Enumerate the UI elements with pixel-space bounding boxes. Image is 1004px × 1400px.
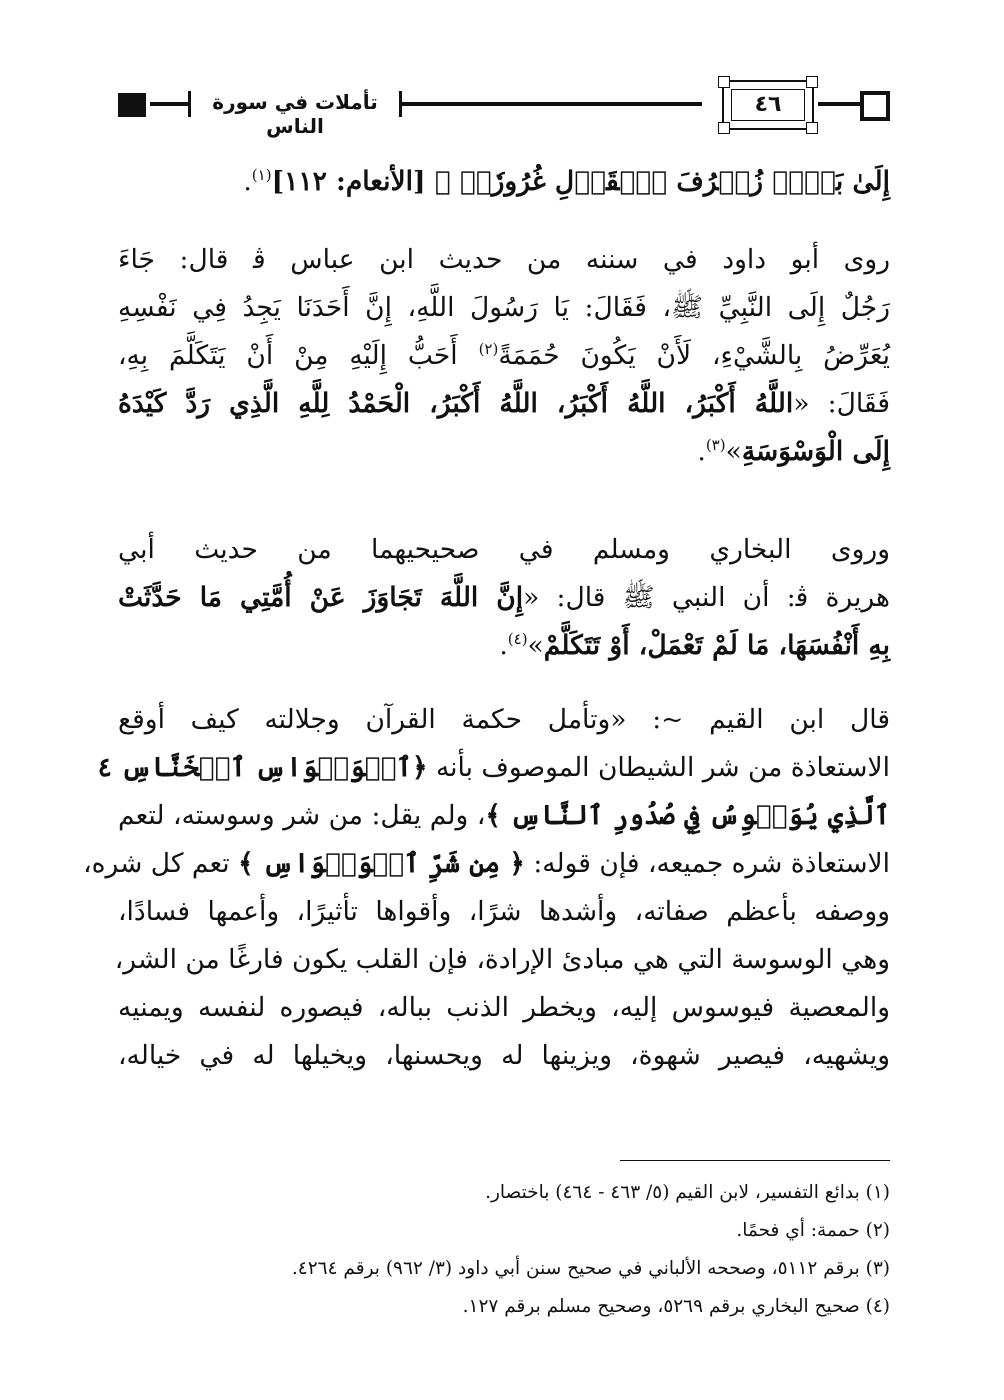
hadith-text: إِلَى الْوَسْوَسَةِ [741, 436, 890, 467]
text-line: إِلَى الْوَسْوَسَةِ»$^{(٣)}$. [697, 436, 890, 467]
text-line: ويشهيه، فيصير شهوة، ويزينها له ويحسنها، ويخيلها له في خياله، [118, 1040, 890, 1071]
quran-verse: ٱلَّذِي يُوَسۡوِسُ فِي صُدُورِ ٱلنَّاسِ ﴾ [485, 800, 891, 831]
text-line: فَقَالَ: «اللَّهُ أَكْبَرُ، اللَّهُ أَكْبَرُ، اللَّهُ أَكْبَرُ، الْحَمْدُ لِلَّهِ الَّذِي رَدَّ كَيْدَهُ [118, 388, 891, 419]
hadith-text: إِنَّ اللَّهَ تَجَاوَزَ عَنْ أُمَّتِي مَا حَدَّثَتْ [118, 582, 524, 613]
header-double-rule [818, 102, 864, 106]
text-line: بِهِ أَنْفُسَهَا، مَا لَمْ تَعْمَلْ، أَوْ تَتَكَلَّمْ»$^{(٤)}$. [499, 630, 890, 661]
paragraph-abu-dawud [118, 236, 890, 476]
quran-verse: ﴿ٱلۡوَسۡوَاسِ ٱلۡخَنَّاسِ ٤ [97, 752, 428, 783]
footnote: (٣) برقم ٥١١٢، وصححه الألباني في صحيح سنن أبي داود (٣/ ٩٦٢) برقم ٤٢٦٤. [291, 1258, 890, 1279]
footnote-ref: (٤) [507, 630, 528, 649]
text-line: الاستعاذة شره جميعه، فإن قوله: ﴿ مِن شَرِّ ٱلۡوَسۡوَاسِ ﴾ تعم كل شره، [83, 848, 890, 879]
footnote-ref: (٢) [478, 340, 499, 359]
text-line: روى أبو داود في سننه من حديث ابن عباس ﭬ قال: جَاءَ [118, 244, 890, 275]
text-line: الاستعاذة من شر الشيطان الموصوف بأنه ﴿ٱلۡوَسۡوَاسِ ٱلۡخَنَّاسِ ٤ [97, 752, 890, 783]
header-ornament-open-square [860, 91, 890, 121]
text-line: والمعصية فيوسوس إليه، ويخطر الذنب بباله، فيصوره لنفسه ويمنيه [118, 992, 890, 1023]
footnote: (٢) حممة: أي فحمًا. [736, 1220, 890, 1241]
page-number: ٤٦ [754, 92, 782, 117]
text-line: وروى البخاري ومسلم في صحيحيهما من حديث أبي [118, 534, 890, 565]
paragraph-ibn-al-qayyim [83, 696, 891, 1080]
footnotes [118, 1174, 890, 1326]
text-line: ٱلَّذِي يُوَسۡوِسُ فِي صُدُورِ ٱلنَّاسِ ﴾، ولم يقل: من شر وسوسته، لتعم [118, 800, 891, 831]
text-line: ووصفه بأعظم صفاته، وأشدها شرًا، وأقواها تأثيرًا، وأعمها فسادًا، [118, 896, 890, 927]
text-line: هريرة ﭬ: أن النبي ﷺ قال: «إِنَّ اللَّهَ تَجَاوَزَ عَنْ أُمَّتِي مَا حَدَّثَتْ [118, 582, 890, 613]
text-line: قال ابن القيم ~: «وتأمل حكمة القرآن وجلالته كيف أوقع [118, 704, 890, 735]
header-ornament-bar [188, 91, 191, 117]
running-header [118, 78, 890, 136]
paragraph-bukhari-muslim [118, 526, 890, 670]
header-ornament-filled-square [118, 93, 146, 117]
footnote-ref: (٣) [705, 436, 726, 455]
text-line: يُعَرِّضُ بِالشَّيْءِ، لَأَنْ يَكُونَ حُمَمَةً$^{(٢)}$ أَحَبُّ إِلَيْهِ مِنْ أَنْ يَتَكَلَّمَ بِهِ، [118, 340, 890, 371]
continuation-line: إِلَىٰ بَعۡضٖ زُخۡرُفَ ٱلۡقَوۡلِ غُرُورٗاۚ ﴾ [الأنعام: ١١٢]$^{(١)}$. [243, 166, 890, 197]
page-number-frame [722, 80, 814, 130]
quran-verse: ﴿ مِن شَرِّ ٱلۡوَسۡوَاسِ ﴾ [238, 848, 525, 879]
header-double-rule [150, 102, 188, 106]
footnote: (١) بدائع التفسير، لابن القيم (٥/ ٤٦٣ - ٤٦٤) باختصار. [485, 1182, 890, 1203]
text-line: رَجُلٌ إِلَى النَّبِيِّ ﷺ، فَقَالَ: يَا رَسُولَ اللَّهِ، إِنَّ أَحَدَنَا يَجِدُ فِي نَفْسِهِ [118, 292, 890, 323]
hadith-text: اللَّهُ أَكْبَرُ، اللَّهُ أَكْبَرُ، اللَّهُ أَكْبَرُ، الْحَمْدُ لِلَّهِ الَّذِي رَدَّ كَيْدَهُ [118, 388, 794, 419]
footnote-ref: (١) [251, 166, 272, 185]
quran-verse: إِلَىٰ بَعۡضٖ زُخۡرُفَ ٱلۡقَوۡلِ غُرُورٗاۚ ﴾ [الأنعام: ١١٢] [271, 166, 890, 197]
header-double-rule [402, 102, 702, 106]
running-title: تأملات في سورة الناس [212, 90, 378, 138]
hadith-text: بِهِ أَنْفُسَهَا، مَا لَمْ تَعْمَلْ، أَوْ تَتَكَلَّمْ [543, 630, 890, 661]
footnote-separator [620, 1160, 890, 1161]
text-line: وهي الوسوسة التي هي مبادئ الإرادة، فإن القلب يكون فارغًا من الشر، [114, 944, 890, 975]
footnote: (٤) صحيح البخاري برقم ٥٢٦٩، وصحيح مسلم برقم ١٢٧. [462, 1296, 890, 1317]
